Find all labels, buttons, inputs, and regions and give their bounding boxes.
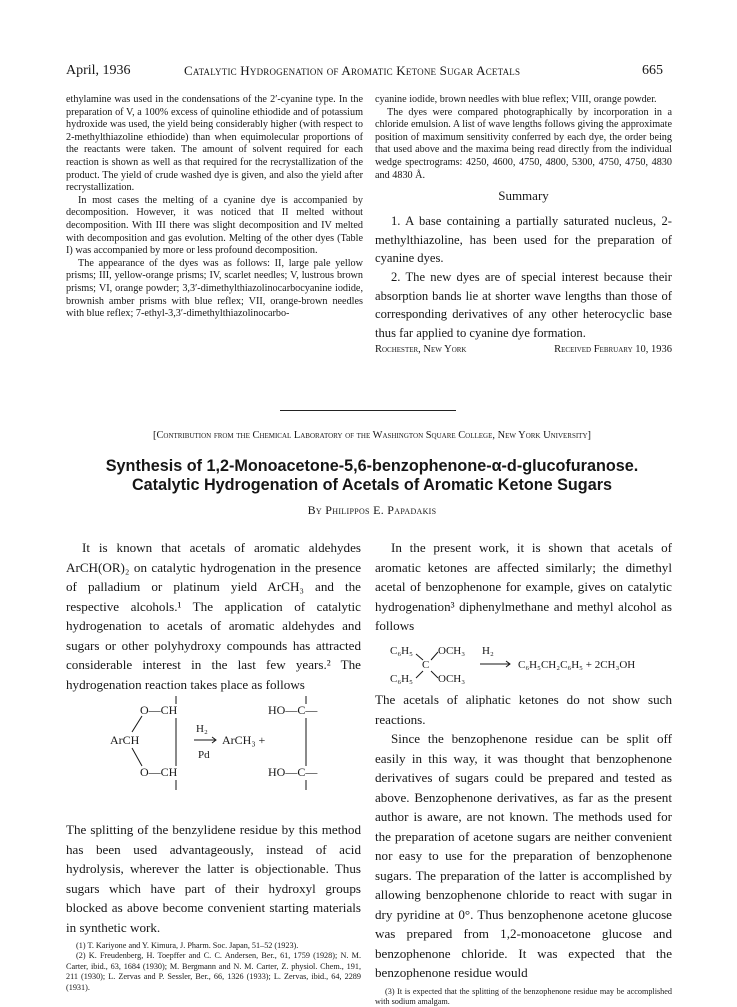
eq-ho-c-top: HO—C— bbox=[268, 703, 318, 717]
eq-product: ArCH₃ + bbox=[222, 733, 266, 747]
eq2-och3-top: OCH₃ bbox=[438, 645, 465, 657]
eq-ho-c-bottom: HO—C— bbox=[268, 765, 318, 779]
byline: By Philippos E. Papadakis bbox=[70, 503, 674, 518]
section-divider bbox=[280, 410, 456, 411]
eq2-product: C₆H₅CH₂C₆H₅ + 2CH₃OH bbox=[518, 659, 635, 671]
paragraph: cyanine iodide, brown needles with blue reflex; VIII, orange powder. bbox=[375, 94, 672, 107]
contribution-line: [Contribution from the Chemical Laboratory of the Washington Square College, New York University] bbox=[72, 430, 672, 441]
summary-item: 2. The new dyes are of special interest because their absorption bands lie at shorter wave lengths than those of corresponding derivatives of any other heterocyclic base thus far applied to cyanine dye formation. bbox=[375, 268, 672, 342]
paragraph: In the present work, it is shown that acetals of aromatic ketones are affected similarly; the dimethyl acetal of benzophenone for example, gives on catalytic hydrogenation³ diphenylmethane and methyl alcohol as follows bbox=[375, 538, 672, 636]
eq2-c: C bbox=[422, 659, 429, 671]
summary-item: 1. A base containing a partially saturated nucleus, 2-methylthiazoline, has been used for the preparation of cyanine dyes. bbox=[375, 212, 672, 268]
paragraph: It is known that acetals of aromatic aldehydes ArCH(OR)₂ on catalytic hydrogenation in the presence of palladium or platinum yield ArCH₃ and the respective alcohols.¹ The application of catalytic hydrogenation to acetals of aromatic aldehydes and sugars or other polyhydroxy compounds has attracted considerable interest in the last few years.² The hydrogenation reaction takes place as follows bbox=[66, 538, 361, 694]
page-number: 665 bbox=[642, 63, 663, 79]
eq-h2: H₂ bbox=[196, 723, 208, 735]
footnote: (2) K. Freudenberg, H. Toepffer and C. C. Andersen, Ber., 61, 1759 (1928); N. M. Carter, ibid., 63, 1684 (1930); M. Bergmann and N. M. Carter, Z. physiol. Chem., 191, 211 (1930); L. Zervas and P. Sessler, Ber., 66, 1326 (1933); L. Zervas, ibid., 64, 2289 (1931). bbox=[66, 951, 361, 993]
running-title: Catalytic Hydrogenation of Aromatic Ketone Sugar Acetals bbox=[184, 63, 520, 79]
paragraph: The splitting of the benzylidene residue by this method has been used advantageously, instead of acid hydrolysis, wherever the latter is objectionable. Thus sugars which have part of their hydroxyl groups blocked as above become convenient starting materials in synthetic work. bbox=[66, 820, 361, 937]
location-line bbox=[375, 344, 672, 355]
eq2-c6h5-bottom: C₆H₅ bbox=[390, 673, 413, 685]
article-right-column-continued bbox=[375, 690, 672, 1007]
eq-arch: ArCH bbox=[110, 733, 140, 747]
location: Rochester, New York bbox=[375, 344, 467, 355]
article-left-column-continued bbox=[66, 820, 361, 993]
previous-article-right-column bbox=[375, 94, 672, 355]
footnotes-left bbox=[66, 941, 361, 993]
footnote: (3) It is expected that the splitting of the benzophenone residue may be accomplished with sodium amalgam. bbox=[375, 987, 672, 1007]
benzophenone-equation bbox=[378, 642, 678, 686]
eq2-h2: H₂ bbox=[482, 645, 494, 657]
paragraph: Since the benzophenone residue can be split off easily in this way, it was thought that benzophenone derivatives of sugars could be prepared and tested as above. Benzophenone derivatives, as far as the present author is aware, are not known. The methods used for the preparation of acetone sugars are neither convenient nor easy to use for the preparation of benzophenone sugars. The preparation of the latter is accomplished by allowing benzophenone chloride to react with sugar in dry pyridine at 0°. Thus benzophenone acetone glucose was prepared from 1,2-monoacetone glucose and benzophenone chloride. It was expected that the benzophenone residue would bbox=[375, 729, 672, 983]
eq2-och3-bottom: OCH₃ bbox=[438, 673, 465, 685]
article-right-column bbox=[375, 538, 672, 636]
previous-article-left-column bbox=[66, 94, 363, 321]
footnote: (1) T. Kariyone and Y. Kimura, J. Pharm. Soc. Japan, 51–52 (1923). bbox=[66, 941, 361, 951]
eq2-c6h5-top: C₆H₅ bbox=[390, 645, 413, 657]
eq-o-ch-bottom: O—CH bbox=[140, 765, 178, 779]
paragraph: ethylamine was used in the condensations of the 2′-cyanine type. In the preparation of V, a 100% excess of quinoline ethiodide and of potassium hydroxide was used, the yield being considerably higher (with respect to 2-methylthiazoline ethiodide) than when equimolecular proportions of the reactants were taken. The amount of solvent required for each reaction is shown as well as that required for the recrystallization of the product. The yield of crude washed dye is given, and also the yield after recrystallization. bbox=[66, 94, 363, 195]
eq-pd: Pd bbox=[198, 749, 210, 761]
summary-heading: Summary bbox=[375, 188, 672, 204]
article-left-column bbox=[66, 538, 361, 694]
header-date: April, 1936 bbox=[66, 63, 131, 79]
benzophenone-reaction-graphic bbox=[378, 642, 678, 686]
hydrogenation-equation bbox=[110, 688, 350, 818]
reaction-scheme-graphic bbox=[110, 688, 350, 818]
received-date: Received February 10, 1936 bbox=[554, 344, 672, 355]
paragraph: The acetals of aliphatic ketones do not show such reactions. bbox=[375, 690, 672, 729]
paragraph: The appearance of the dyes was as follows: II, large pale yellow prisms; III, yellow-orange prisms; IV, scarlet needles; V, lustrous brown prisms; VI, orange powder; 3,3′-dimethylthiazolinocarbocyanine iodide, brownish amber prisms with blue reflex; VII, orange-brown needles with blue reflex; 7-ethyl-3,3′-dimethylthiazolinocarbo- bbox=[66, 258, 363, 321]
paragraph: The dyes were compared photographically by incorporation in a chloride emulsion. A list of wave lengths follows giving the approximate position of maximum sensitivity conferred by each dye, the order being that used above and the maxima being read directly from the individual wedge spectrograms: 4250, 4600, 4750, 4800, 5300, 4750, 4750, 4830 and 4830 Å. bbox=[375, 107, 672, 183]
article-title: Synthesis of 1,2-Monoacetone-5,6-benzophenone-α-d-glucofuranose. Catalytic Hydrogenation of Acetals of Aromatic Ketone Sugars bbox=[70, 457, 674, 495]
paragraph: In most cases the melting of a cyanine dye is accompanied by decomposition. However, it was noticed that II melted without decomposition. With III there was slight decomposition and IV melted with decomposition and gas evolution. Melting of the other dyes (Table I) was accompanied by more or less profound decomposition. bbox=[66, 195, 363, 258]
eq-o-ch-top: O—CH bbox=[140, 703, 178, 717]
